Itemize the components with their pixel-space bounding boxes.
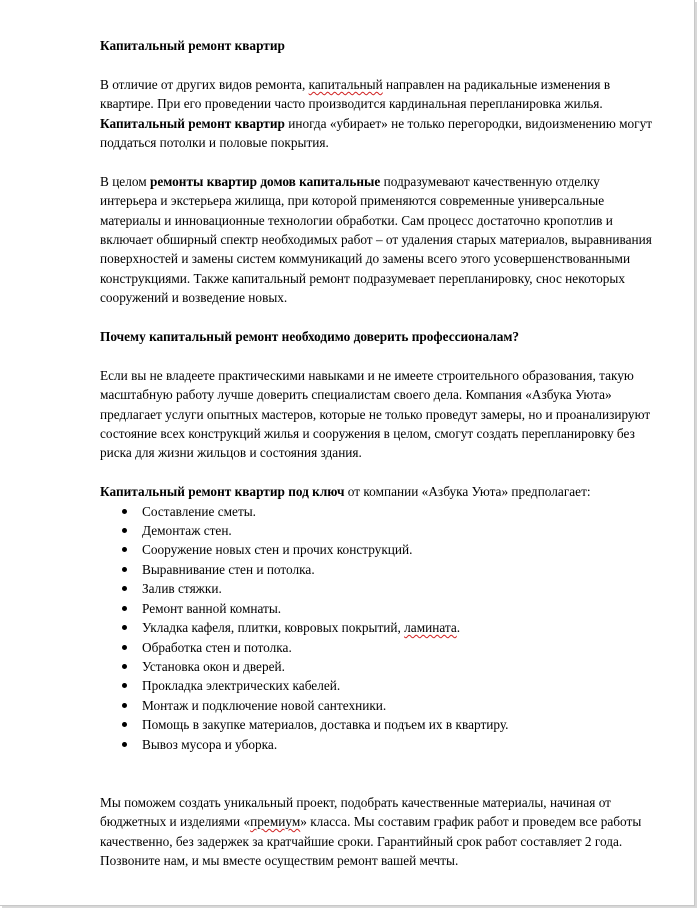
services-list <box>100 502 655 754</box>
list-item: Залив стяжки. <box>100 579 655 598</box>
list-item: Укладка кафеля, плитки, ковровых покрытий, ламината. <box>100 618 655 637</box>
list-item: Монтаж и подключение новой сантехники. <box>100 696 655 715</box>
list-item: Ремонт ванной комнаты. <box>100 599 655 618</box>
paragraph-professionals: Если вы не владеете практическими навыками и не имеете строительного образования, такую масштабную работу лучше доверить специалистам своего дела. Компания «Азбука Уюта» предлагает услуги опытных мастеров, которые не только проведут замеры, но и проанализируют состояние всех конструкций жилья и сооружения в целом, смогут создать перепланировку без риска для жизни жильцов и состояния здания. <box>100 367 651 461</box>
list-item: Выравнивание стен и потолка. <box>100 560 655 579</box>
paragraph-general: В целом ремонты квартир домов капитальные подразумевают качественную отделку интерьера и экстерьера жилища, при которой применяются современные универсальные материалы и инновационные технологии обработки. Сам процесс достаточно кропотлив и включает обширный спектр необходимых работ – от удаления старых материалов, выравнивания поверхностей и замены систем коммуникаций до замены всего этого усовершенствованными конструкциями. Также капитальный ремонт подразумевает перепланировку, снос некоторых сооружений и возведение новых. <box>100 173 652 306</box>
spellcheck-word[interactable]: премиум <box>250 814 301 830</box>
list-item: Сооружение новых стен и прочих конструкций. <box>100 540 655 559</box>
list-item: Вывоз мусора и уборка. <box>100 735 655 754</box>
list-item: Обработка стен и потолка. <box>100 638 655 657</box>
spellcheck-word[interactable]: ламината <box>404 620 457 636</box>
paragraph-closing: Мы поможем создать уникальный проект, подобрать качественные материалы, начиная от бюджетных и изделиями «премиум» класса. Мы составим график работ и проведем все работы качественно, без задержек за кратчайшие сроки. Гарантийный срок работ составляет 2 года. Позвоните нам, и мы вместе осуществим ремонт вашей мечты. <box>100 794 642 868</box>
section-heading: Почему капитальный ремонт необходимо доверить профессионалам? <box>100 329 520 345</box>
list-item: Прокладка электрических кабелей. <box>100 676 655 695</box>
list-item: Составление сметы. <box>100 502 655 521</box>
paragraph-intro: В отличие от других видов ремонта, капитальный направлен на радикальные изменения в квартире. При его проведении часто производится кардинальная перепланировка жилья. Капитальный ремонт квартир иногда «убирает» не только перегородки, видоизменению могут поддаться потолки и половые покрытия. <box>100 76 653 151</box>
document-body <box>100 36 655 870</box>
paragraph-turnkey: Капитальный ремонт квартир под ключ от компании «Азбука Уюта» предполагает: <box>100 484 591 500</box>
document-title: Капитальный ремонт квартир <box>100 38 285 53</box>
list-item: Помощь в закупке материалов, доставка и подъем их в квартиру. <box>100 715 655 734</box>
list-item: Демонтаж стен. <box>100 521 655 540</box>
list-item: Установка окон и дверей. <box>100 657 655 676</box>
spellcheck-word[interactable]: капитальный <box>308 76 383 92</box>
